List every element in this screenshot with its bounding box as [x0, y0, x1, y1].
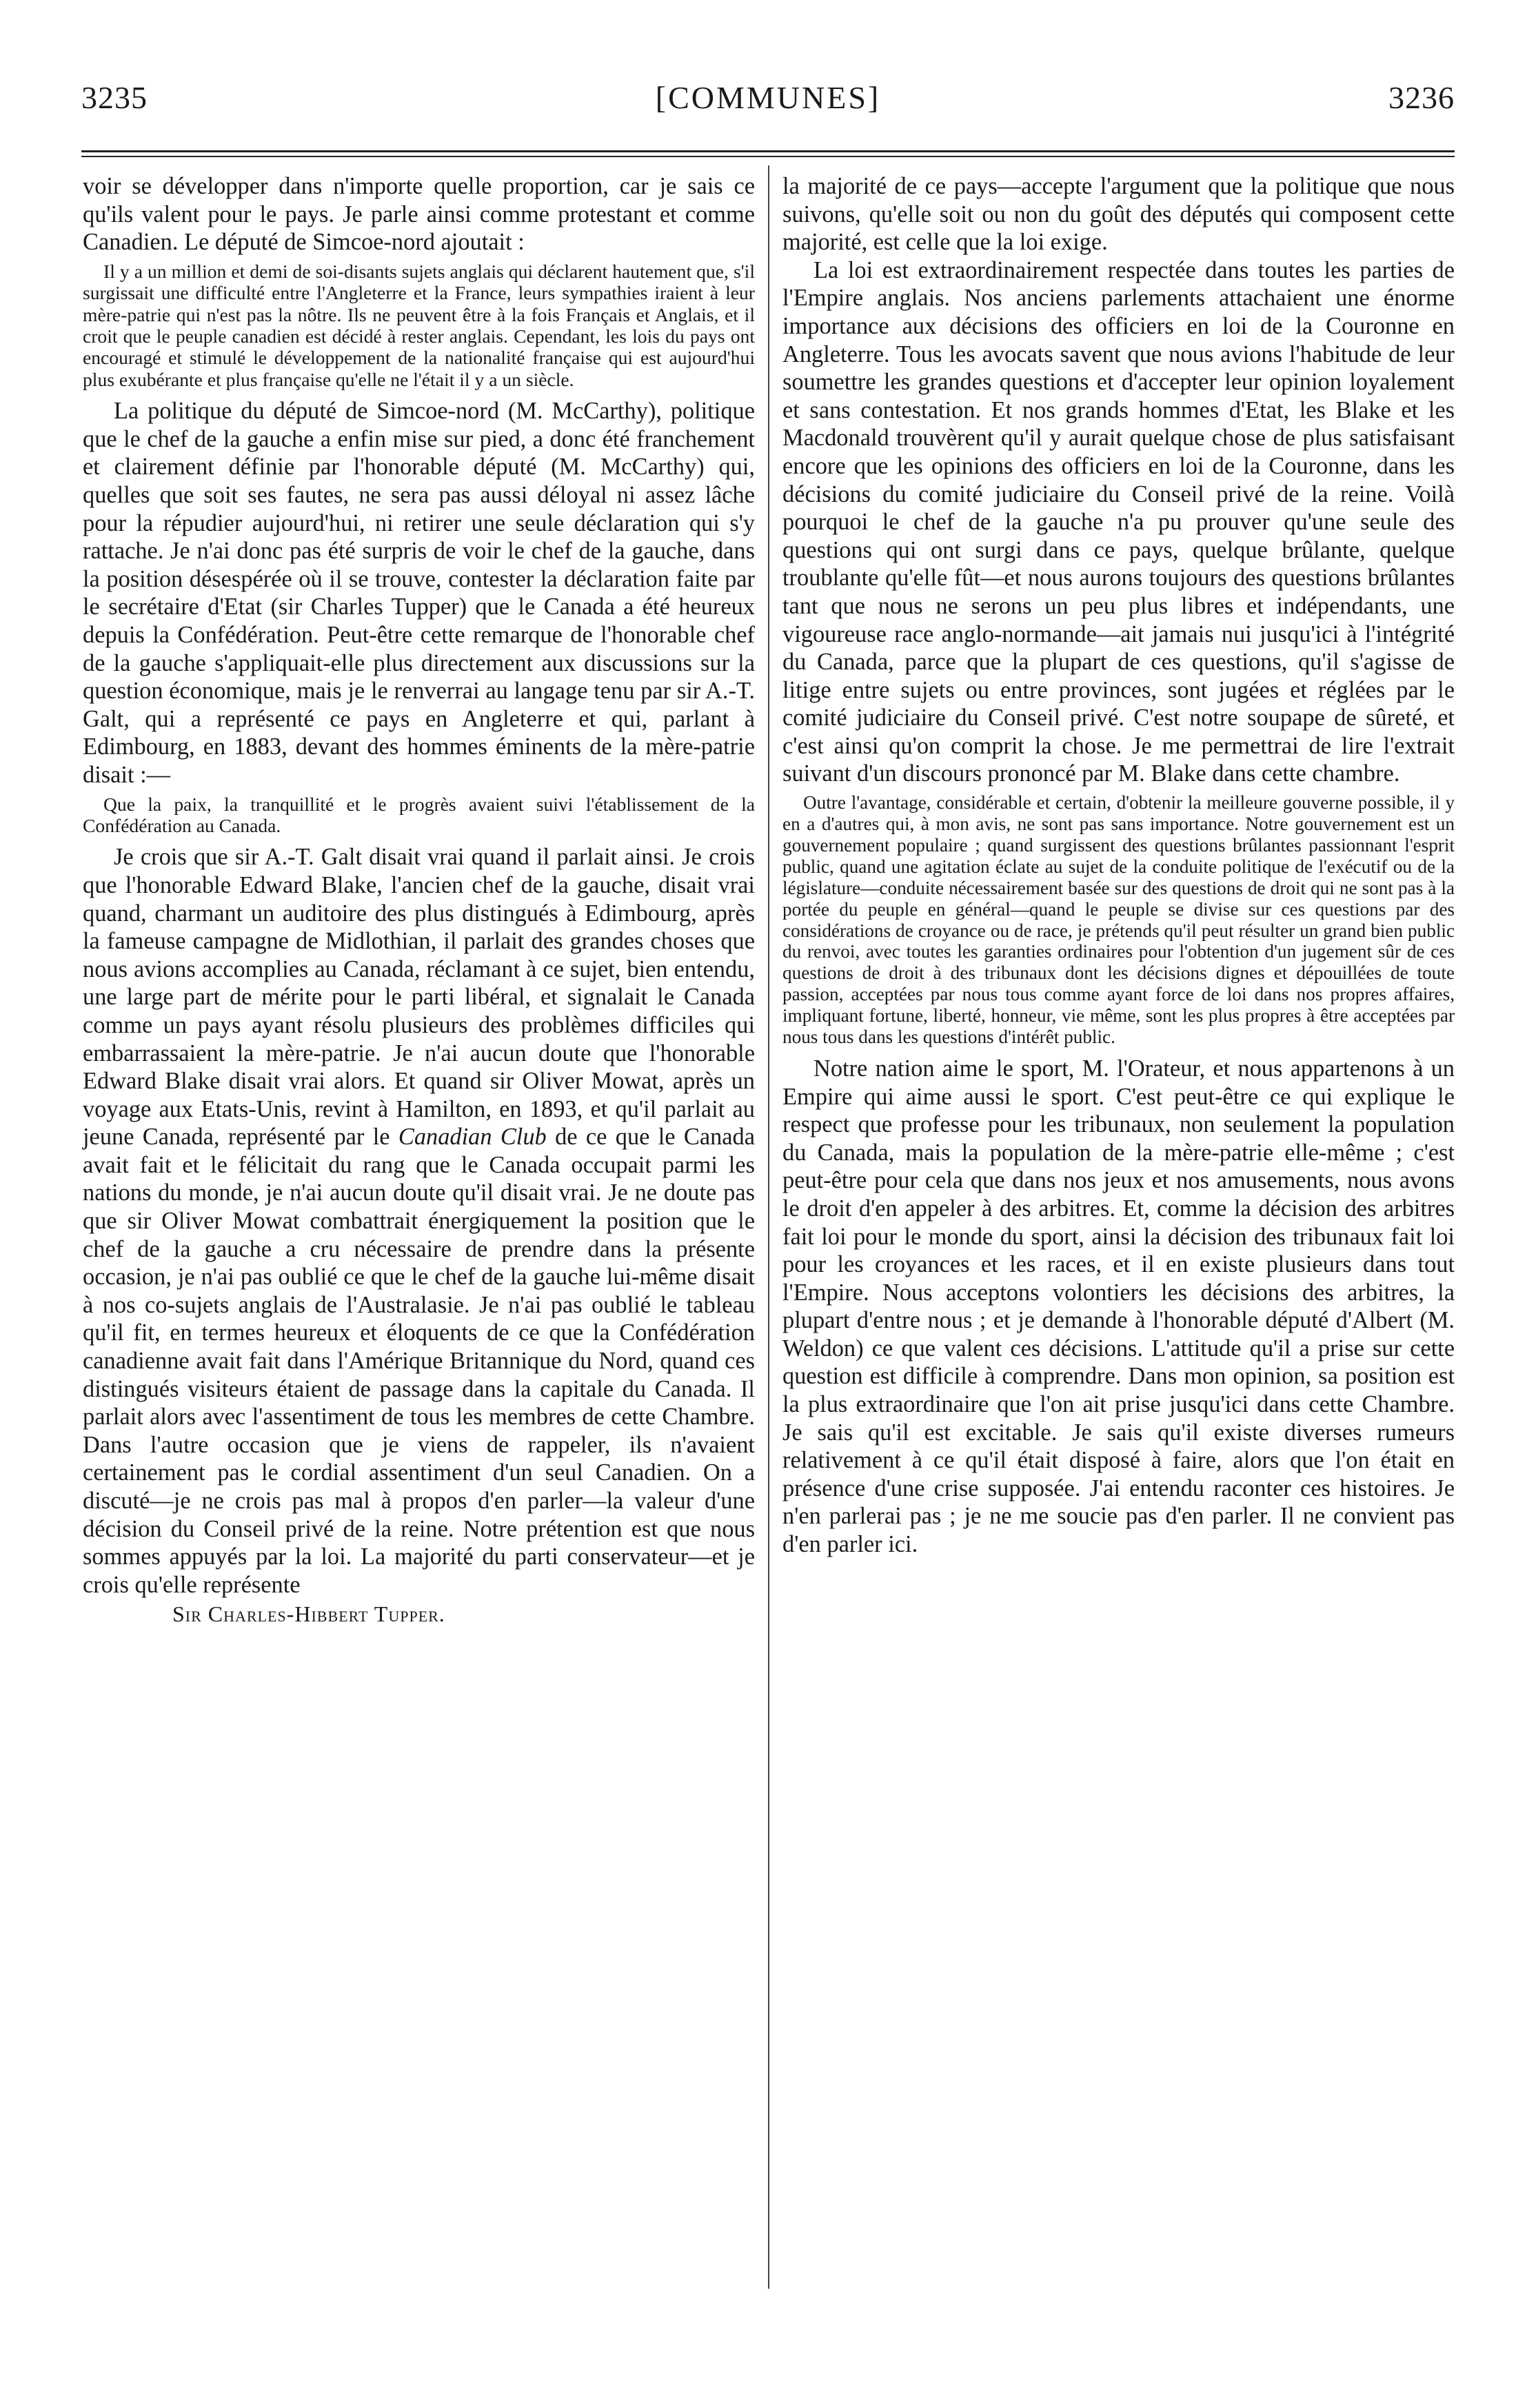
- right-column: [782, 172, 1455, 1559]
- speaker-signature: [83, 1600, 755, 1628]
- page-number-left: 3235: [81, 80, 148, 115]
- speaker-name: Sir Charles-Hibbert Tupper.: [172, 1601, 445, 1627]
- paragraph: La loi est extraordinairement respectée dans toutes les parties de l'Empire anglais. Nos anciens parlements attachaient une énorme importance aux décisions des officiers en loi de la Couronne en Angleterre. Tous les avocats savent que nous avions l'habitude de leur soumettre les grandes questions et d'accepter leur opinion loyalement et sans contestation. Et nos grands hommes d'Etat, les Blake et les Macdonald trouvèrent qu'il y aurait quelque chose de plus satisfaisant encore que les opinions des officiers en loi de la Couronne, dans les décisions du comité judiciaire du Conseil privé de la reine. Voilà pourquoi le chef de la gauche n'a pu prouver qu'une seule des questions qui ont surgi dans ce pays, quelque brûlante, quelque troublante qu'elle fût—et nous aurons toujours des questions brûlantes tant que nous ne serons un peu plus libres et indépendants, une vigoureuse race anglo-normande—ait jamais nui jusqu'ici à l'intégrité du Canada, parce que la plupart de ces questions, qu'il s'agisse de litige entre sujets ou entre provinces, sont jugées et réglées par le comité judiciaire du Conseil privé. C'est notre soupape de sûreté, et c'est ainsi qu'on comprit la chose. Je me permettrai de lire l'extrait suivant d'un discours prononcé par M. Blake dans cette chambre.: [782, 256, 1455, 787]
- page-header: [81, 79, 1455, 128]
- paragraph: Notre nation aime le sport, M. l'Orateur, et nous appartenons à un Empire qui aime aussi le sport. C'est peut-être ce qui explique le respect que professe pour les tribunaux, non seulement la population du Canada, mais la population de la mère-patrie elle-même ; c'est peut-être pour cela que dans nos jeux et nos amusements, nous avons le droit d'en appeler à des arbitres. Et, comme la décision des arbitres fait loi pour le monde du sport, ainsi la décision des tribunaux fait loi pour les croyances et les races, et il en existe plusieurs dans tout l'Empire. Nous acceptons volontiers les décisions des arbitres, la plupart d'entre nous ; et je demande à l'honorable député d'Albert (M. Weldon) ce que valent ces décisions. L'attitude qu'il a prise sur cette question est difficile à comprendre. Dans mon opinion, sa position est la plus extraordinaire que l'on ait prise jusqu'ici dans cette Chambre. Je sais qu'il est excitable. Je sais qu'il existe diverses rumeurs relativement à ce qu'il était disposé à faire, alors que l'on était en présence d'une crise supposée. J'ai entendu raconter ces histoires. Je n'en parlerai pas ; je ne me soucie pas d'en parler. Il ne convient pas d'en parler ici.: [782, 1055, 1455, 1558]
- left-column: [83, 172, 755, 1628]
- block-quote: Outre l'avantage, considérable et certain, d'obtenir la meilleure gouverne possible, il y en a d'autres qui, à mon avis, ne sont pas sans importance. Notre gouvernement est un gouvernement populaire ; quand surgissent des questions brûlantes passionnant l'esprit public, quand une agitation éclate au sujet de la conduite politique de l'exécutif ou de la législature—conduite nécessairement basée sur des questions de droit qui ne sont pas à la portée du peuple en général—quand le peuple se divise sur ces questions par des considérations de croyance ou de race, je prétends qu'il peut résulter un grand bien public du renvoi, avec toutes les garanties ordinaires pour l'obtention d'un jugement sûr de ces questions de droit à des tribunaux dont les décisions dignes et dépouillées de toute passion, acceptées par nous tous comme ayant force de loi dans nos propres affaires, impliquant fortune, liberté, honneur, vie même, sont les plus propres à être acceptées par nous tous dans les questions d'intérêt public.: [782, 792, 1455, 1048]
- column-divider: [768, 165, 769, 2289]
- paragraph: La politique du député de Simcoe-nord (M. McCarthy), politique que le chef de la gauche a enfin mise sur pied, a donc été franchement et clairement définie par l'honorable député (M. McCarthy) qui, quelles que soit ses fautes, ne sera pas aussi déloyal ni assez lâche pour la répudier aujourd'hui, ni retirer une seule déclaration qui s'y rattache. Je n'ai donc pas été surpris de voir le chef de la gauche, dans la position désespérée où il se trouve, contester la déclaration faite par le secrétaire d'Etat (sir Charles Tupper) que le Canada a été heureux depuis la Confédération. Peut-être cette remarque de l'honorable chef de la gauche s'appliquait-elle plus directement aux discussions sur la question économique, mais je le renverrai au langage tenu par sir A.-T. Galt, qui a représenté ce pays en Angleterre et qui, parlant à Edimbourg, en 1883, devant des hommes éminents de la mère-patrie disait :—: [83, 398, 755, 788]
- paragraph-text: Je crois que sir A.-T. Galt disait vrai quand il parlait ainsi. Je crois que l'honorable Edward Blake, l'ancien chef de la gauche, disait vrai quand, charmant un auditoire des plus distingués à Edimbourg, après la fameuse campagne de Midlothian, il parlait des grandes choses que nous avions accomplies au Canada, réclamant à ce sujet, bien entendu, une large part de mérite pour le parti libéral, et signalait le Canada comme un pays ayant résolu plusieurs des problèmes difficiles qui embarrassaient la mère-patrie. Je n'ai aucun doute que l'honorable Edward Blake disait vrai alors. Et quand sir Oliver Mowat, après un voyage aux Etats-Unis, revint à Hamilton, en 1893, et qu'il parlait au jeune Canada, représenté par le: [83, 844, 755, 1151]
- italic-text: Canadian Club: [398, 1124, 547, 1151]
- block-quote: Que la paix, la tranquillité et le progrès avaient suivi l'établissement de la Confédération au Canada.: [83, 793, 755, 836]
- paragraph-text: de ce que le Canada avait fait et le félicitait du rang que le Canada occupait parmi les nations du monde, je n'ai aucun doute qu'il disait vrai. Je ne doute pas que sir Oliver Mowat combattrait énergiquement la position que le chef de la gauche a cru nécessaire de prendre dans la présente occasion, je n'ai pas oublié ce que le chef de la gauche lui-même disait à nos co-sujets anglais de l'Australasie. Je n'ai pas oublié le tableau qu'il fit, en termes heureux et éloquents de ce que la Confédération canadienne avait fait dans l'Amérique Britannique du Nord, quand ces distingués visiteurs étaient de passage dans la capitale du Canada. Il parlait alors avec l'assentiment de tous les membres de cette Chambre. Dans l'autre occasion que je viens de rappeler, ils n'avaient certainement pas le cordial assentiment d'un seul Canadien. On a discuté—je ne crois pas mal à propos d'en parler—la valeur d'une décision du Conseil privé de la reine. Notre prétention est que nous sommes appuyés par la loi. La majorité du parti conservateur—et je crois qu'elle représente: [83, 1124, 756, 1598]
- paragraph: [83, 843, 755, 1599]
- block-quote: Il y a un million et demi de soi-disants sujets anglais qui déclarent hautement que, s'il surgissait une difficulté entre l'Angleterre et la France, leurs sympathies iraient à leur mère-patrie qui n'est pas la nôtre. Ils ne peuvent être à la fois Français et Anglais, et il croit que le peuple canadien est décidé à rester anglais. Cependant, les lois du pays ont encouragé et stimulé le développement de la nationalité française qui est aujourd'hui plus exubérante et plus française qu'elle ne l'était il y a un siècle.: [83, 260, 755, 390]
- paragraph: voir se développer dans n'importe quelle proportion, car je sais ce qu'ils valent pour le pays. Je parle ainsi comme protestant et comme Canadien. Le député de Simcoe-nord ajoutait :: [83, 173, 755, 256]
- paragraph: la majorité de ce pays—accepte l'argument que la politique que nous suivons, qu'elle soit ou non du goût des députés qui composent cette majorité, est celle que la loi exige.: [782, 173, 1455, 256]
- header-rule-bottom: [81, 156, 1455, 157]
- header-rule-top: [81, 150, 1455, 152]
- running-title: [COMMUNES]: [655, 80, 881, 115]
- page-number-right: 3236: [1388, 80, 1455, 115]
